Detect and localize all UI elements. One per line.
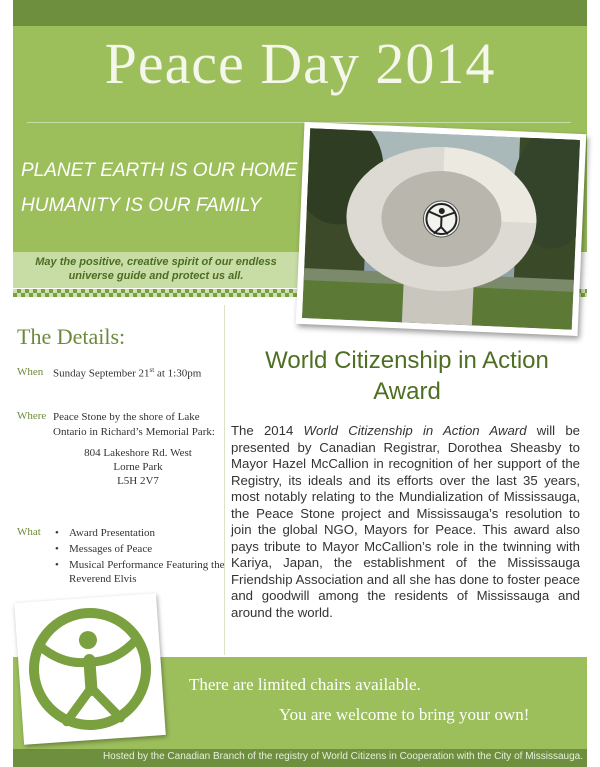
when-time: at 1:30pm [154, 367, 202, 380]
award-body-rest: will be presented by Canadian Registrar, Dorothea Sheasby to Mayor Hazel McCallion in recognition of her support of the Registry, its ideals and its efforts over the last 35 years, most notably relating to the Mundialization of Mississauga, the Peace Stone project and Mississauga’s resolution to join the global NGO, Mayors for Peace. This award also pays tribute to Mayor McCallion’s role in the twinning with Kariya, Japan, the establishment of the Mississauga Friendship Association and all she has done to foster peace and goodwill among the residents of Mississauga and around the world. [231, 423, 580, 620]
when-label: When [17, 366, 44, 378]
footer-line1: There are limited chairs available. [189, 675, 421, 694]
address [53, 446, 223, 488]
tagline-line2: universe guide and protect us all. [68, 270, 244, 282]
address-postal-code: L5H 2V7 [117, 475, 159, 487]
award-description [231, 423, 580, 621]
award-title: World Citizenship in Action Award [265, 347, 549, 405]
award-body-prefix: The 2014 [231, 423, 304, 438]
list-item: • Messages of Peace [53, 542, 225, 556]
address-street: 804 Lakeshore Rd. West [84, 447, 192, 459]
world-citizen-logo [14, 593, 166, 745]
host-credit: Hosted by the Canadian Branch of the registry of World Citizens in Cooperation with the City of Mississauga. [102, 751, 583, 762]
tagline-line1: May the positive, creative spirit of our endless [35, 256, 277, 268]
what-list [53, 526, 225, 588]
details-heading: The Details: [17, 324, 126, 349]
title-divider [27, 122, 571, 123]
peace-stone-photo [296, 122, 587, 336]
when-date-suffix: st [149, 366, 155, 374]
tagline [13, 255, 299, 283]
top-band [13, 0, 587, 26]
page-title: Peace Day 2014 [104, 31, 496, 96]
slogan-line2: HUMANITY IS OUR FAMILY [21, 195, 262, 216]
award-name-italic: World Citizenship in Action Award [303, 423, 527, 438]
tagline-band [13, 252, 299, 288]
world-citizen-emblem-icon [18, 597, 161, 740]
where-label: Where [17, 410, 47, 422]
list-item: • Musical Performance Featuring the Reverend Elvis [53, 558, 225, 586]
what-label: What [17, 526, 41, 538]
footer-line2: You are welcome to bring your own! [279, 705, 530, 724]
list-item: • Award Presentation [53, 526, 225, 540]
address-area: Lorne Park [113, 461, 163, 473]
bottom-band [13, 749, 587, 767]
where-value: Peace Stone by the shore of Lake Ontario in Richard’s Memorial Park: [53, 411, 215, 438]
slogan-line1: PLANET EARTH IS OUR HOME [21, 160, 298, 181]
when-value [53, 366, 201, 380]
peace-stone-sculpture-photo [302, 128, 580, 330]
when-date: Sunday September 21 [53, 367, 150, 380]
column-divider [224, 305, 225, 655]
